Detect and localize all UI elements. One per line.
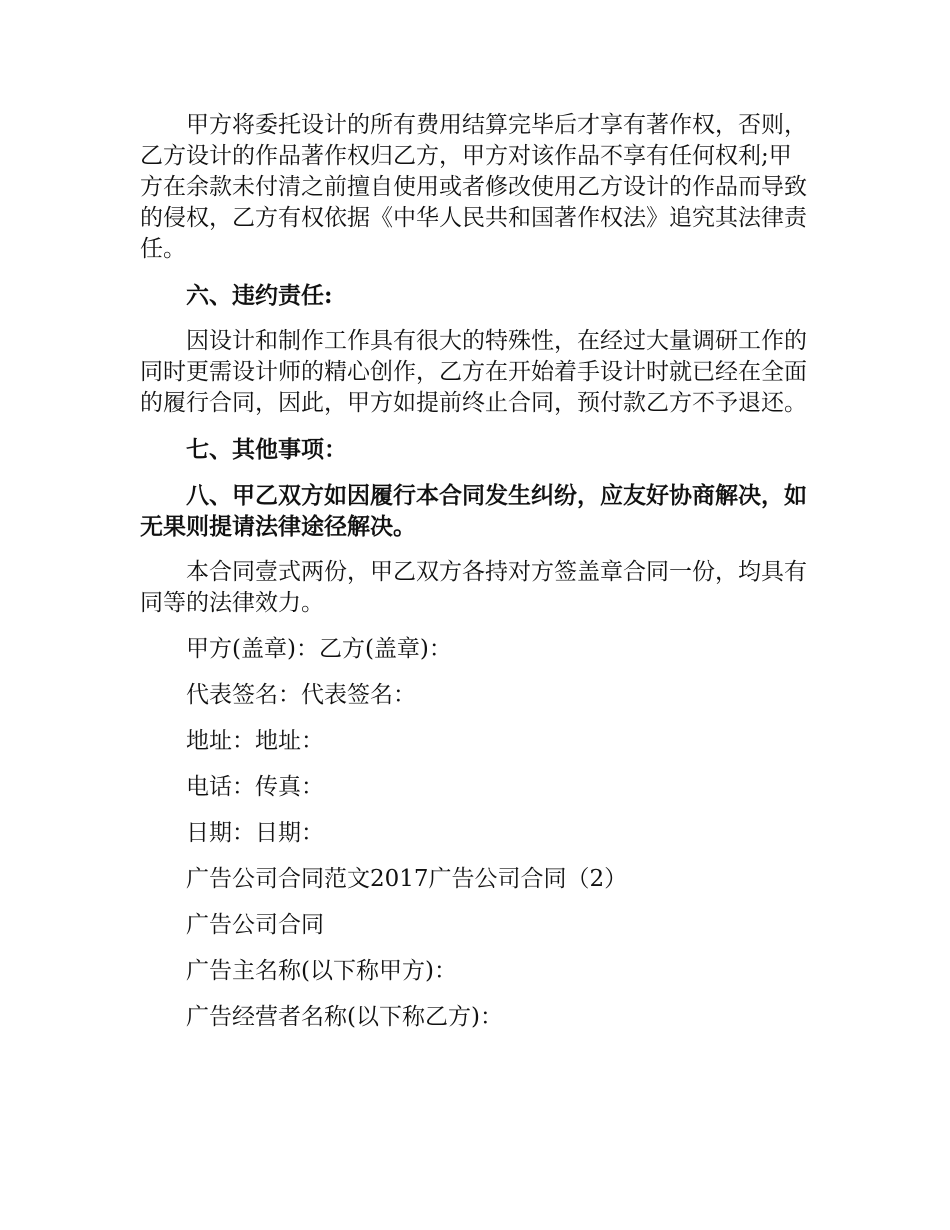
address-line: 地址：地址： (186, 728, 324, 754)
section-heading-other: 七、其他事项： (186, 436, 347, 463)
advertiser-name-line: 广告主名称(以下称甲方)： (186, 958, 457, 984)
phone-fax-line: 电话：传真： (186, 774, 324, 800)
dispute-paragraph: 八、甲乙双方如因履行本合同发生纠纷，应友好协商解决，如无果则提请法律途径解决。 (140, 482, 807, 540)
date-line: 日期：日期： (186, 820, 324, 846)
seal-line: 甲方(盖章)：乙方(盖章)： (186, 636, 452, 662)
copyright-paragraph: 甲方将委托设计的所有费用结算完毕后才享有著作权，否则，乙方设计的作品著作权归乙方，甲方对该作品不享有任何权利;甲方在余款未付清之前擅自使用或者修改使用乙方设计的作品而导致的侵权，乙方有权依据《中华人民共和国著作权法》追究其法律责任。 (140, 112, 807, 262)
operator-name-line: 广告经营者名称(以下称乙方)： (186, 1004, 503, 1030)
contract-sample-title: 广告公司合同范文2017广告公司合同（2） (186, 866, 628, 892)
contract-title: 广告公司合同 (186, 912, 324, 938)
section-heading-breach: 六、违约责任: (186, 282, 333, 309)
copies-paragraph: 本合同壹式两份，甲乙双方各持对方签盖章合同一份，均具有同等的法律效力。 (140, 559, 807, 616)
document-body (140, 110, 812, 1048)
signature-line: 代表签名：代表签名： (186, 682, 416, 708)
breach-paragraph: 因设计和制作工作具有很大的特殊性，在经过大量调研工作的同时更需设计师的精心创作，乙方在开始着手设计时就已经在全面的履行合同，因此，甲方如提前终止合同，预付款乙方不予退还。 (140, 328, 807, 416)
